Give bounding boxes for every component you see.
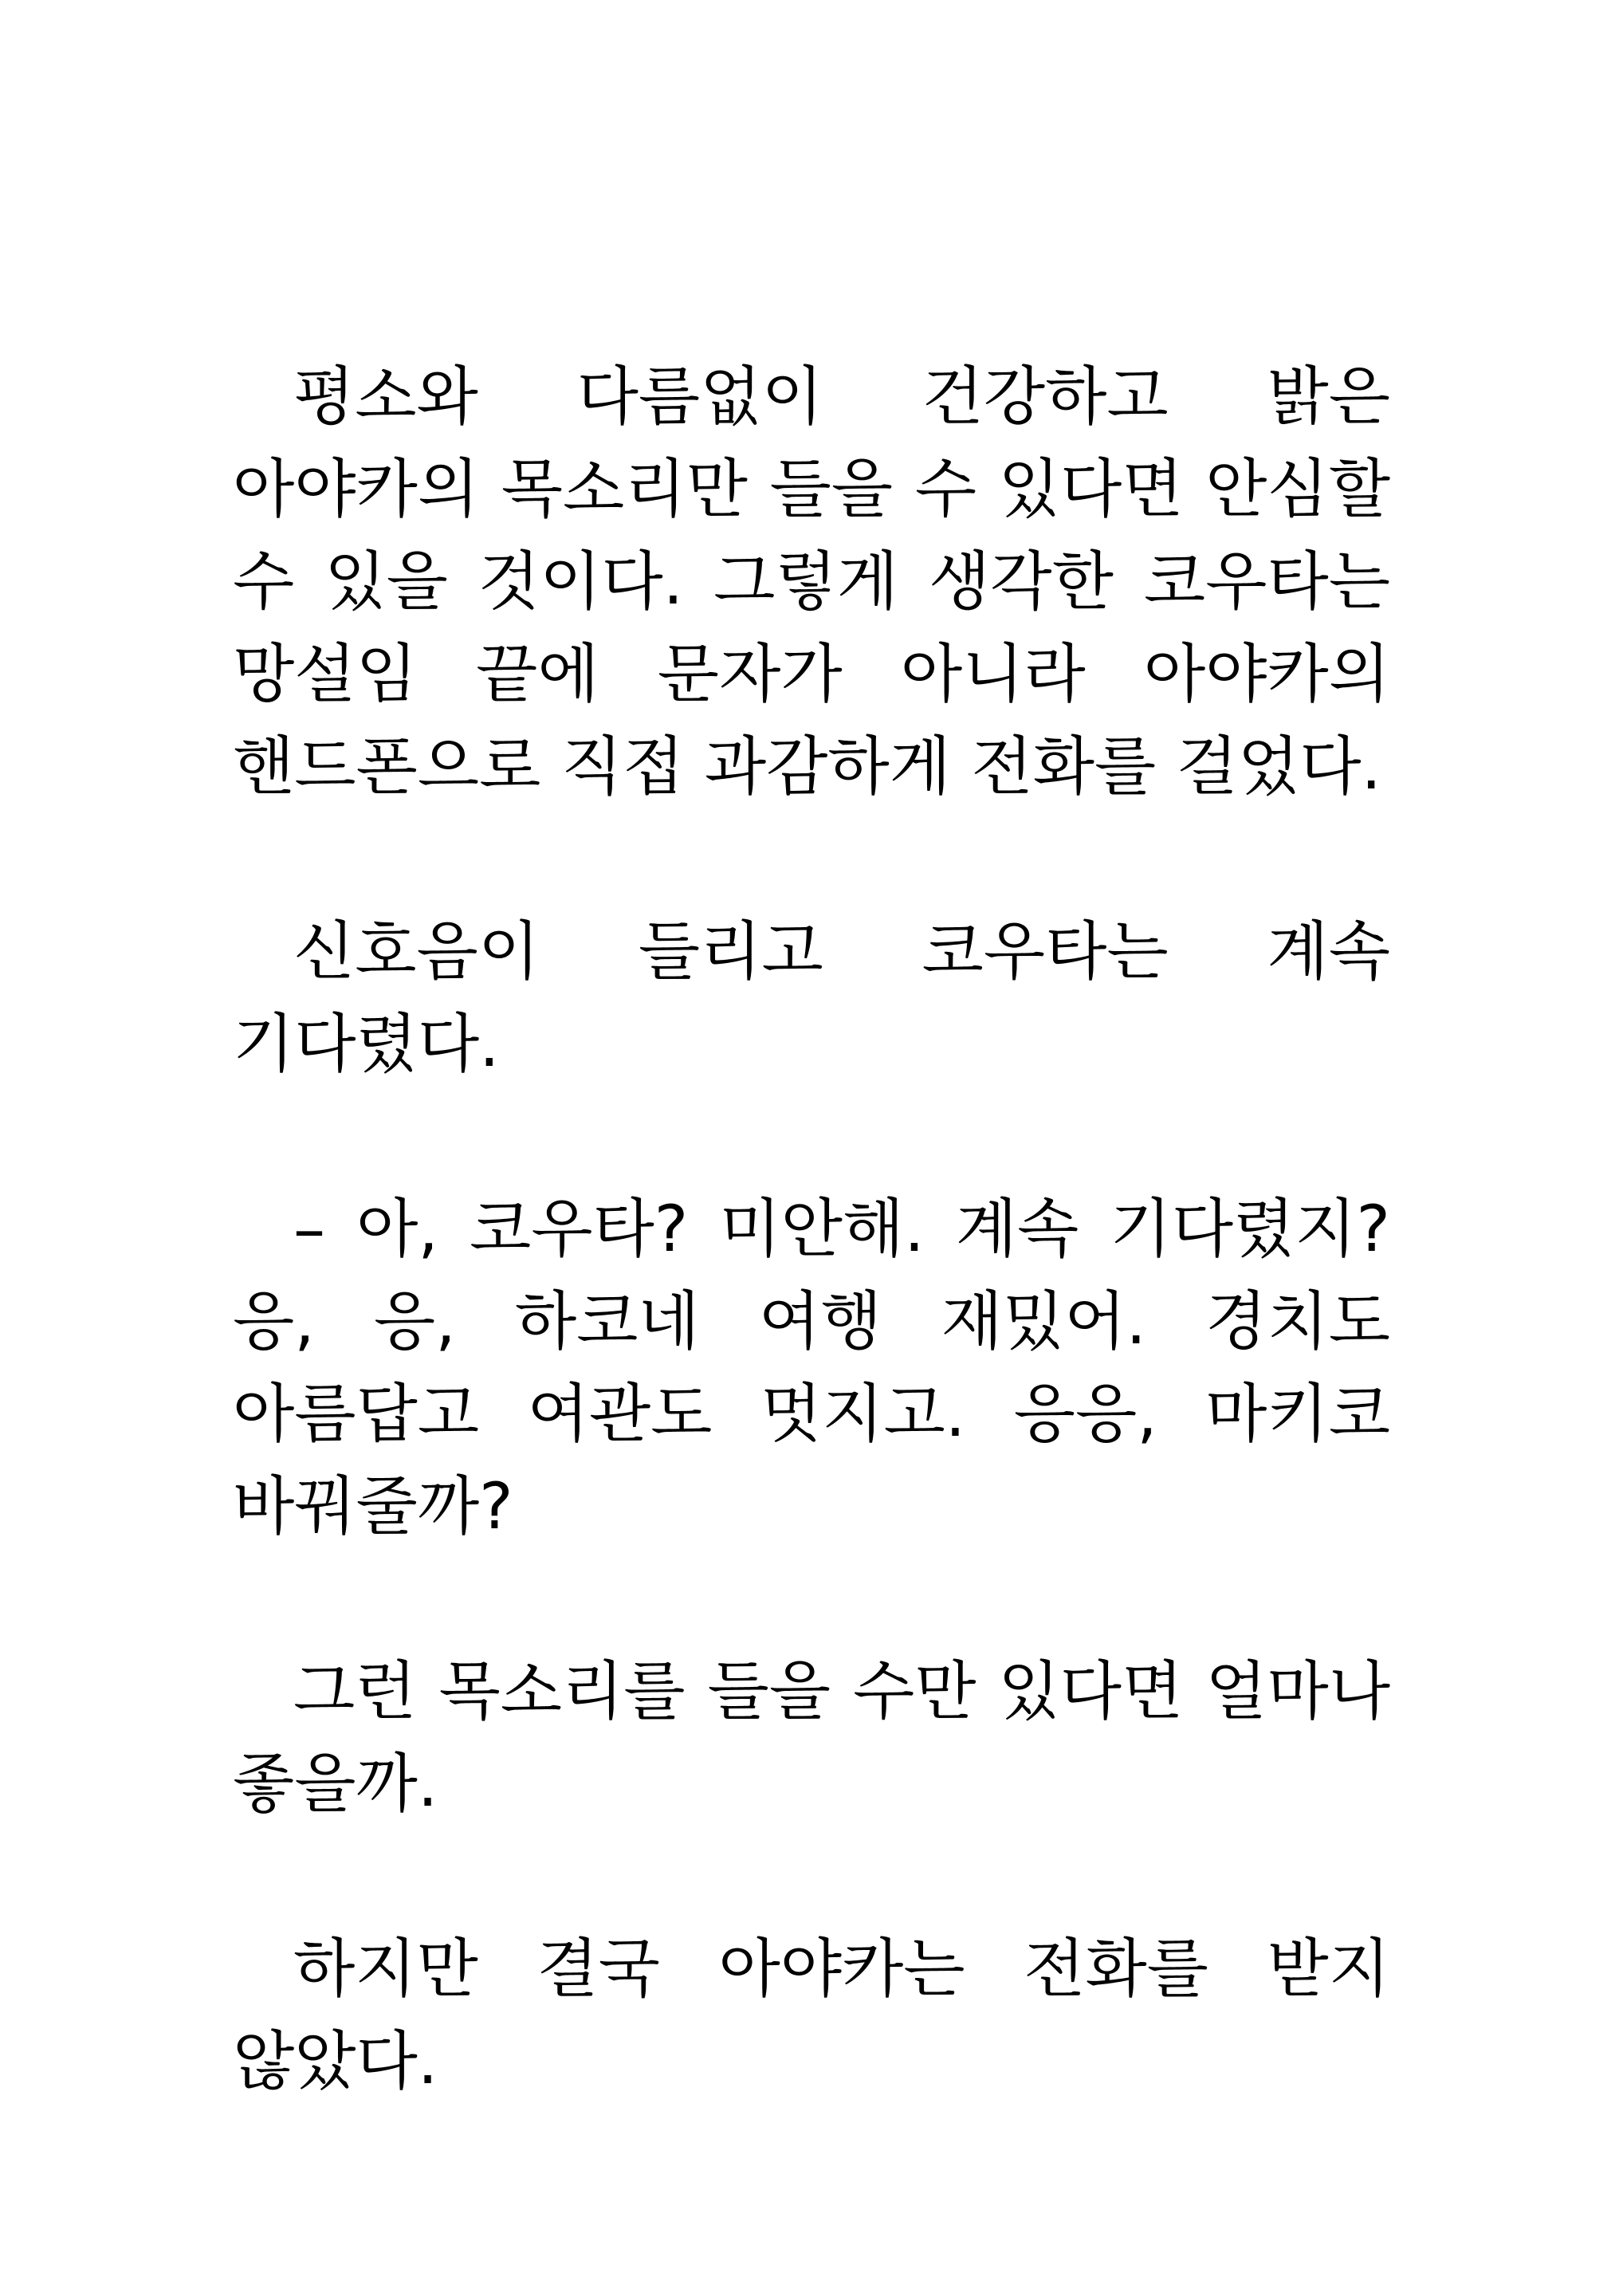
paragraph-1: 평소와 다름없이 건강하고 밝은 아야카의 목소리만 들을 수 있다면 안심할 수 있을 것이다. 그렇게 생각한 코우타는 망설임 끝에 문자가 아니라 아야카의 핸드폰으로 직접 과감하게 전화를 걸었다.	[233, 360, 1390, 804]
paragraph-4: 그런 목소리를 들을 수만 있다면 얼마나 좋을까.	[233, 1654, 1390, 1821]
paragraph-5: 하지만 결국 아야카는 전화를 받지 않았다.	[233, 1932, 1390, 2098]
paragraph-2: 신호음이 들리고 코우타는 계속 기다렸다.	[233, 914, 1390, 1081]
paragraph-3: – 아, 코우타? 미안해. 계속 기다렸지? 응, 응, 하코네 여행 재밌어. 경치도 아름답고 여관도 멋지고. 응응, 마키코 바꿔줄까?	[233, 1192, 1390, 1543]
story-text	[233, 351, 1390, 2108]
